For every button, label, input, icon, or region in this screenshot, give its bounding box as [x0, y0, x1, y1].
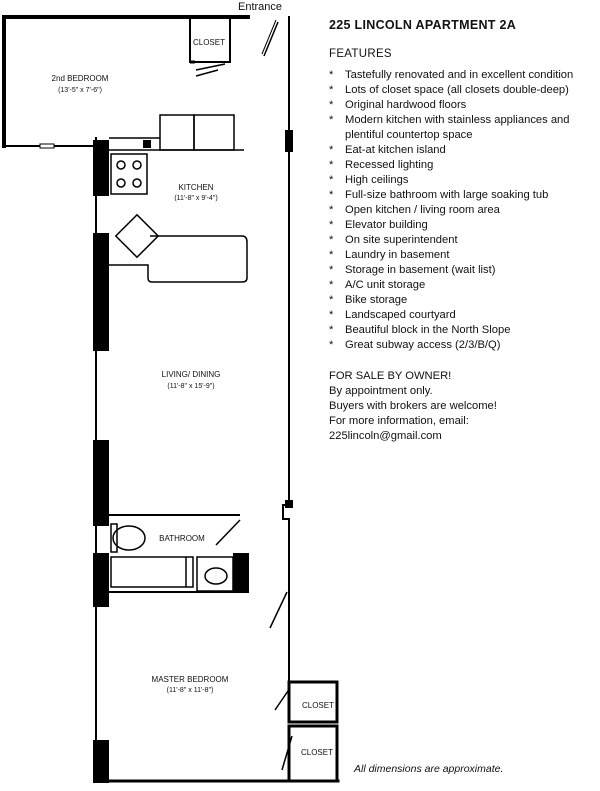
feature-item: * On site superintendent [329, 233, 594, 248]
burner-3 [117, 179, 125, 187]
wall-block-j [143, 140, 151, 148]
sale-appointment: By appointment only. [329, 385, 433, 397]
bath-toilet-tank [111, 524, 117, 552]
closet-top-door2 [196, 70, 218, 76]
feature-item: * Full-size bathroom with large soaking tub [329, 188, 594, 203]
dim-master: (11'-8" x 11'-8") [166, 687, 214, 694]
wall-block-g [285, 130, 293, 152]
sale-brokers: Buyers with brokers are welcome! [329, 400, 497, 412]
feature-item: * Storage in basement (wait list) [329, 263, 594, 278]
entrance-door-arc [262, 20, 276, 54]
bathroom-fixtures [109, 515, 240, 592]
feature-item: * Modern kitchen with stainless appliances and plentiful countertop space [329, 113, 594, 143]
label-living: LIVING/ DINING [161, 370, 221, 379]
master-door [270, 592, 287, 628]
wall-block-d [93, 440, 109, 526]
entrance-label: Entrance [238, 1, 283, 13]
dim-kitchen: (11'-8" x 9'-4") [174, 195, 218, 202]
wall-block-i [233, 553, 249, 593]
bath-toilet [113, 526, 145, 550]
label-bathroom: BATHROOM [159, 534, 205, 543]
burner-4 [133, 179, 141, 187]
feature-item: * Original hardwood floors [329, 98, 594, 113]
kitchen-island [109, 236, 247, 282]
feature-item: * Tastefully renovated and in excellent condition [329, 68, 594, 83]
label-master: MASTER BEDROOM [151, 675, 229, 684]
feature-item: * Laundry in basement [329, 248, 594, 263]
sale-info [329, 369, 594, 444]
window-bedroom2-pane [40, 144, 54, 148]
closets-bottom [275, 682, 337, 781]
wall-block-e [93, 553, 109, 607]
counter-top [160, 115, 194, 150]
label-bedroom2: 2nd BEDROOM [51, 74, 109, 83]
wall-block-f [93, 740, 109, 783]
feature-item: * Eat-at kitchen island [329, 143, 594, 158]
dim-living: (11'-8" x 15'-9") [167, 383, 215, 390]
wall-block-c [93, 233, 109, 351]
listing-title: 225 LINCOLN APARTMENT 2A [329, 18, 517, 32]
sale-email[interactable]: 225lincoln@gmail.com [329, 430, 442, 442]
dimensions-footnote: All dimensions are approximate. [354, 763, 504, 775]
feature-item: * Open kitchen / living room area [329, 203, 594, 218]
feature-item: * Elevator building [329, 218, 594, 233]
counter-top-right [194, 115, 234, 150]
feature-item: * Great subway access (2/3/B/Q) [329, 338, 594, 353]
listing-panel [329, 18, 594, 444]
bath-vanity [197, 557, 233, 591]
label-closet-mid: CLOSET [301, 701, 335, 710]
feature-item: * A/C unit storage [329, 278, 594, 293]
closet-top-door [196, 64, 225, 70]
entrance-door-leaf [264, 22, 278, 56]
feature-item: * Beautiful block in the North Slope [329, 323, 594, 338]
wall-block-a [93, 140, 109, 152]
features-heading: FEATURES [329, 48, 392, 60]
features-list [329, 68, 594, 353]
master-door-leaf [270, 592, 287, 628]
burner-2 [133, 161, 141, 169]
wall-block-h [285, 500, 293, 508]
feature-item: * Lots of closet space (all closets double-deep) [329, 83, 594, 98]
feature-item: * Recessed lighting [329, 158, 594, 173]
label-closet-bottom: CLOSET [300, 748, 334, 757]
sale-headline: FOR SALE BY OWNER! [329, 370, 452, 382]
bath-door [216, 520, 240, 545]
feature-item: * Landscaped courtyard [329, 308, 594, 323]
wall-block-b [93, 152, 109, 196]
feature-item: * Bike storage [329, 293, 594, 308]
burner-1 [117, 161, 125, 169]
label-kitchen: KITCHEN [178, 183, 214, 192]
sale-contact: For more information, email: [329, 415, 469, 427]
label-closet-top: CLOSET [192, 38, 226, 47]
dim-bedroom2: (13'-5" x 7'-6") [58, 87, 102, 94]
entrance-door [262, 20, 278, 56]
stove [111, 154, 147, 194]
window-bedroom2 [40, 144, 54, 148]
bath-tub [111, 557, 193, 587]
feature-item: * High ceilings [329, 173, 594, 188]
bath-sink [205, 568, 227, 584]
